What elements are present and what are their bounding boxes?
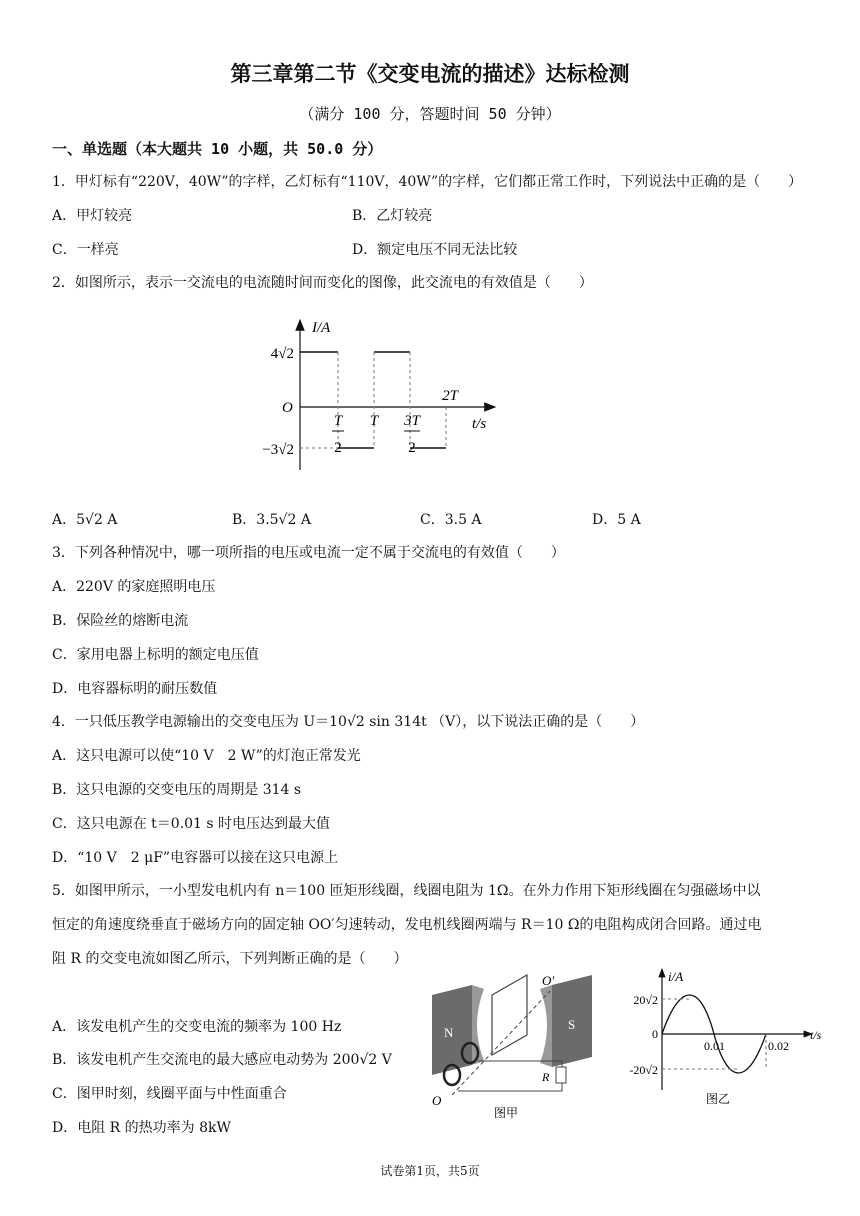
q2-y-label: I/A: [312, 320, 331, 336]
fig-b-zero: 0: [652, 1027, 658, 1041]
o-prime-label: O′: [542, 973, 555, 988]
q2-tick-half-den: 2: [334, 440, 342, 456]
q2-x-label: t/s: [472, 416, 487, 432]
q2-option-a: A．5√2 A: [52, 512, 118, 528]
q4-option-c: C．这只电源在 t＝0.01 s 时电压达到最大值: [52, 816, 331, 832]
q1-option-a: A．甲灯较亮: [52, 208, 133, 224]
q5-option-a: A．该发电机产生的交变电流的频率为 100 Hz: [52, 1019, 342, 1035]
q5-option-d: D．电阻 R 的热功率为 8kW: [52, 1120, 231, 1136]
q1-stem: 1．甲灯标有“220V，40W”的字样，乙灯标有“110V，40W”的字样，它们都正常工作时，下列说法中正确的是（ ）: [52, 174, 803, 190]
q3-option-d: D．电容器标明的耐压数值: [52, 681, 218, 697]
q5-figure-generator: [422, 965, 612, 1125]
q2-option-c: C．3.5 A: [420, 512, 482, 528]
q4-option-d: D．“10 V 2 μF”电容器可以接在这只电源上: [52, 850, 339, 866]
q4-option-b: B．这只电源的交变电压的周期是 314 s: [52, 782, 302, 798]
page-title: 第三章第二节《交变电流的描述》达标检测: [230, 62, 630, 86]
q3-option-a: A．220V 的家庭照明电压: [52, 579, 216, 595]
q1-option-b: B．乙灯较亮: [352, 208, 433, 224]
fig-b-y-label: i/A: [668, 969, 684, 984]
q2-tick-half-num: T: [333, 413, 343, 429]
q2-tick-two: 2T: [442, 388, 458, 404]
q3-option-b: B．保险丝的熔断电流: [52, 613, 189, 629]
q2-stem: 2．如图所示，表示一交流电的电流随时间而变化的图像，此交流电的有效值是（ ）: [52, 275, 593, 291]
q2-neg-level: −3√2: [262, 442, 294, 458]
q1-option-d: D．额定电压不同无法比较: [352, 242, 518, 258]
section-heading: 一、单选题（本大题共 10 小题，共 50.0 分）: [52, 140, 383, 158]
fig-b-tick-2: 0.02: [768, 1039, 789, 1053]
q3-option-c: C．家用电器上标明的额定电压值: [52, 647, 259, 663]
q5-stem-line1: 5．如图甲所示，一小型发电机内有 n＝100 匝矩形线圈，线圈电阻为 1Ω。在外力作用下矩形线圈在匀强磁场中以: [52, 883, 761, 899]
q5-option-c: C．图甲时刻，线圈平面与中性面重合: [52, 1086, 287, 1102]
q2-dashed-guides: [300, 352, 446, 448]
q2-option-d: D．5 A: [592, 512, 641, 528]
q2-tick-three-half-den: 2: [408, 440, 416, 456]
q2-origin: O: [282, 400, 293, 416]
fig-b-x-label: t/s: [810, 1028, 822, 1042]
q2-current-graph: [240, 310, 520, 485]
coil-frame: [492, 975, 527, 1055]
q2-tick-one: T: [369, 413, 379, 429]
q2-pos-level: 4√2: [270, 346, 294, 362]
q3-stem: 3．下列各种情况中，哪一项所指的电压或电流一定不属于交流电的有效值（ ）: [52, 545, 565, 561]
q5-stem-line2: 恒定的角速度绕垂直于磁场方向的固定轴 OO′匀速转动，发电机线圈两端与 R＝10 Ω的电阻构成闭合回路。通过电: [52, 917, 762, 933]
fig-b-tick-1: 0.01: [704, 1039, 725, 1053]
q5-option-b: B．该发电机产生交流电的最大感应电动势为 200√2 V: [52, 1052, 392, 1068]
r-label: R: [542, 1070, 550, 1084]
n-label: N: [444, 1025, 454, 1040]
s-label: S: [568, 1017, 576, 1032]
o-label: O: [432, 1093, 442, 1108]
fig-b-caption: 图乙: [706, 1092, 731, 1106]
q4-option-a: A．这只电源可以使“10 V 2 W”的灯泡正常发光: [52, 748, 361, 764]
q1-option-c: C．一样亮: [52, 242, 119, 258]
fig-a-caption: 图甲: [494, 1106, 519, 1120]
q2-tick-three-half-num: 3T: [404, 413, 420, 429]
page-footer: 试卷第1页，共5页: [380, 1164, 480, 1178]
fig-b-pos: 20√2: [633, 993, 658, 1007]
resistor: [556, 1067, 566, 1083]
q5-figure-current-graph: [612, 965, 832, 1110]
q2-option-b: B．3.5√2 A: [232, 512, 311, 528]
fig-b-neg: -20√2: [629, 1063, 658, 1077]
page-subtitle: （满分 100 分，答题时间 50 分钟）: [299, 105, 561, 123]
q5-stem-line3: 阻 R 的交变电流如图乙所示，下列判断正确的是（ ）: [52, 951, 408, 967]
q4-stem: 4．一只低压教学电源输出的交变电压为 U＝10√2 sin 314t （V），以下说法正确的是（ ）: [52, 714, 645, 730]
